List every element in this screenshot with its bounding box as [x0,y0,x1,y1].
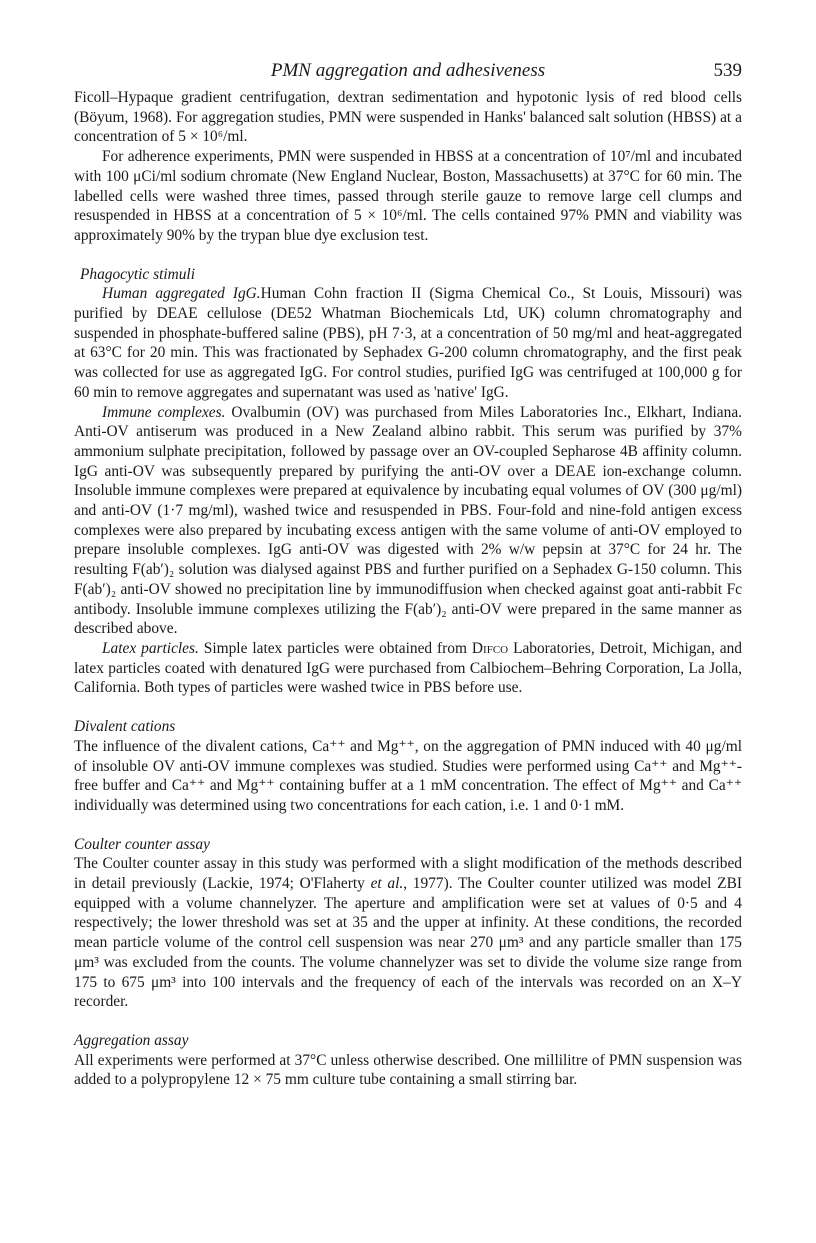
text-immune-complexes: Ovalbumin (OV) was purchased from Miles Laboratories Inc., Elkhart, Indiana. Anti-OV antiserum was produced in a New Zealand albino rabbit. This serum was purified by 37% ammonium sulphate precipitation, followed by passage over an OV-coupled Sepharose 4B affinity column. IgG anti-OV was subsequently prepared by purifying the anti-OV over a DEAE ion-exchange column. Insoluble immune complexes were prepared at equivalence by incubating equal volumes of OV (300 μg/ml) and anti-OV (1·7 mg/ml), washed twice and resuspended in PBS. Four-fold and nine-fold antigen excess complexes were also prepared by incubating excess antigen with the same volume of anti-OV employed to prepare insoluble complexes. IgG anti-OV was digested with 2% w/w pepsin at 37°C for 24 hr. The resulting F(ab′)₂ solution was dialysed against PBS and further purified on a Sephadex G-150 column. This F(ab′)₂ anti-OV showed no precipitation line by immunodiffusion when checked against goat anti-rabbit Fc antibody. Insoluble immune complexes utilizing the F(ab′)₂ anti-OV were prepared in the same manner as described above. [74,403,743,638]
lead-immune-complexes: Immune complexes. [102,403,226,421]
text-latex-after: Laboratories, Detroit, Michigan, and latex particles coated with denatured IgG were purchased from Calbiochem–Behring Corporation, La Jolla, California. Both types of particles were washed twice in PBS before use. [74,639,742,697]
journal-page [74,58,742,1090]
paragraph-aggregated-igg [74,284,742,402]
paragraph-immune-complexes [74,403,742,639]
intro-paragraph-2: For adherence experiments, PMN were suspended in HBSS at a concentration of 10⁷/ml and incubated with 100 μCi/ml sodium chromate (New England Nuclear, Boston, Massachusetts) at 37°C for 60 min. The labelled cells were washed three times, passed through sterile gauze to remove large cell clumps and resuspended in HBSS at a concentration of 5 × 10⁶/ml. The cells contained 97% PMN and viability was approximately 90% by the trypan blue dye exclusion test. [74,148,742,244]
section-heading-aggregation-assay: Aggregation assay [74,1031,189,1049]
lead-latex-particles: Latex particles. [102,639,199,657]
paragraph-coulter-counter [74,854,742,1012]
text-coulter-before: The Coulter counter assay in this study was performed with a slight modification of the methods described in detail previously (Lackie, 1974; O'Flaherty [74,855,742,893]
section-heading-divalent-cations: Divalent cations [74,718,176,736]
page-number: 539 [713,60,742,81]
intro-paragraph-1: Ficoll–Hypaque gradient centrifugation, dextran sedimentation and hypotonic lysis of red blood cells (Böyum, 1968). For aggregation studies, PMN were suspended in Hanks' balanced salt solution (HBSS) at a concentration of 5 × 10⁶/ml. [74,89,742,146]
section-heading-coulter-counter: Coulter counter assay [74,835,210,853]
section-heading-phagocytic-stimuli: Phagocytic stimuli [80,265,195,283]
running-title: PMN aggregation and adhesiveness [270,60,546,81]
text-latex-before: Simple latex particles were obtained from [203,639,467,657]
text-et-al: et al. [370,875,404,893]
paragraph-aggregation-assay: All experiments were performed at 37°C unless otherwise described. One millilitre of PMN suspension was added to a polypropylene 12 × 75 mm culture tube containing a small stirring bar. [74,1051,742,1089]
text-aggregated-igg: Human Cohn fraction II (Sigma Chemical Co., St Louis, Missouri) was purified by DEAE cellulose (DE52 Whatman Biochemicals Ltd, UK) column chromatography and suspended in phosphate-buffered saline (PBS), pH 7·3, at a concentration of 50 mg/ml and heat-aggregated at 63°C for 20 min. This was fractionated by Sephadex G-200 column chromatography, and the first peak was collected for use as aggregated IgG. For control studies, purified IgG was centrifuged at 100,000 g for 60 min to remove aggregates and supernatant was used as 'native' IgG. [74,285,742,401]
page-header [74,58,742,88]
paragraph-latex-particles [74,639,742,698]
text-coulter-after: , 1977). The Coulter counter utilized was model ZBI equipped with a volume channelyzer. The aperture and amplification were set at values of 0·5 and 4 respectively; the lower threshold was set at 35 and the upper at infinity. At these conditions, the recorded mean particle volume of the control cell suspension was near 270 μm³ and any particle smaller than 175 μm³ was excluded from the counts. The volume channelyzer was set to divide the volume size range from 175 to 675 μm³ into 100 intervals and the frequency of each of the intervals was recorded on an X–Y recorder. [74,875,742,1011]
brand-difco: Difco [471,639,509,657]
paragraph-divalent-cations: The influence of the divalent cations, Ca⁺⁺ and Mg⁺⁺, on the aggregation of PMN induced with 40 μg/ml of insoluble OV anti-OV immune complexes was studied. Studies were performed using Ca⁺⁺ and Mg⁺⁺-free buffer and Ca⁺⁺ and Mg⁺⁺ containing buffer at a 1 mM concentration. The effect of Mg⁺⁺ and Ca⁺⁺ individually was determined using two concentrations for each cation, i.e. 1 and 0·1 mM. [74,737,742,814]
lead-aggregated-igg: Human aggregated IgG. [102,285,261,303]
